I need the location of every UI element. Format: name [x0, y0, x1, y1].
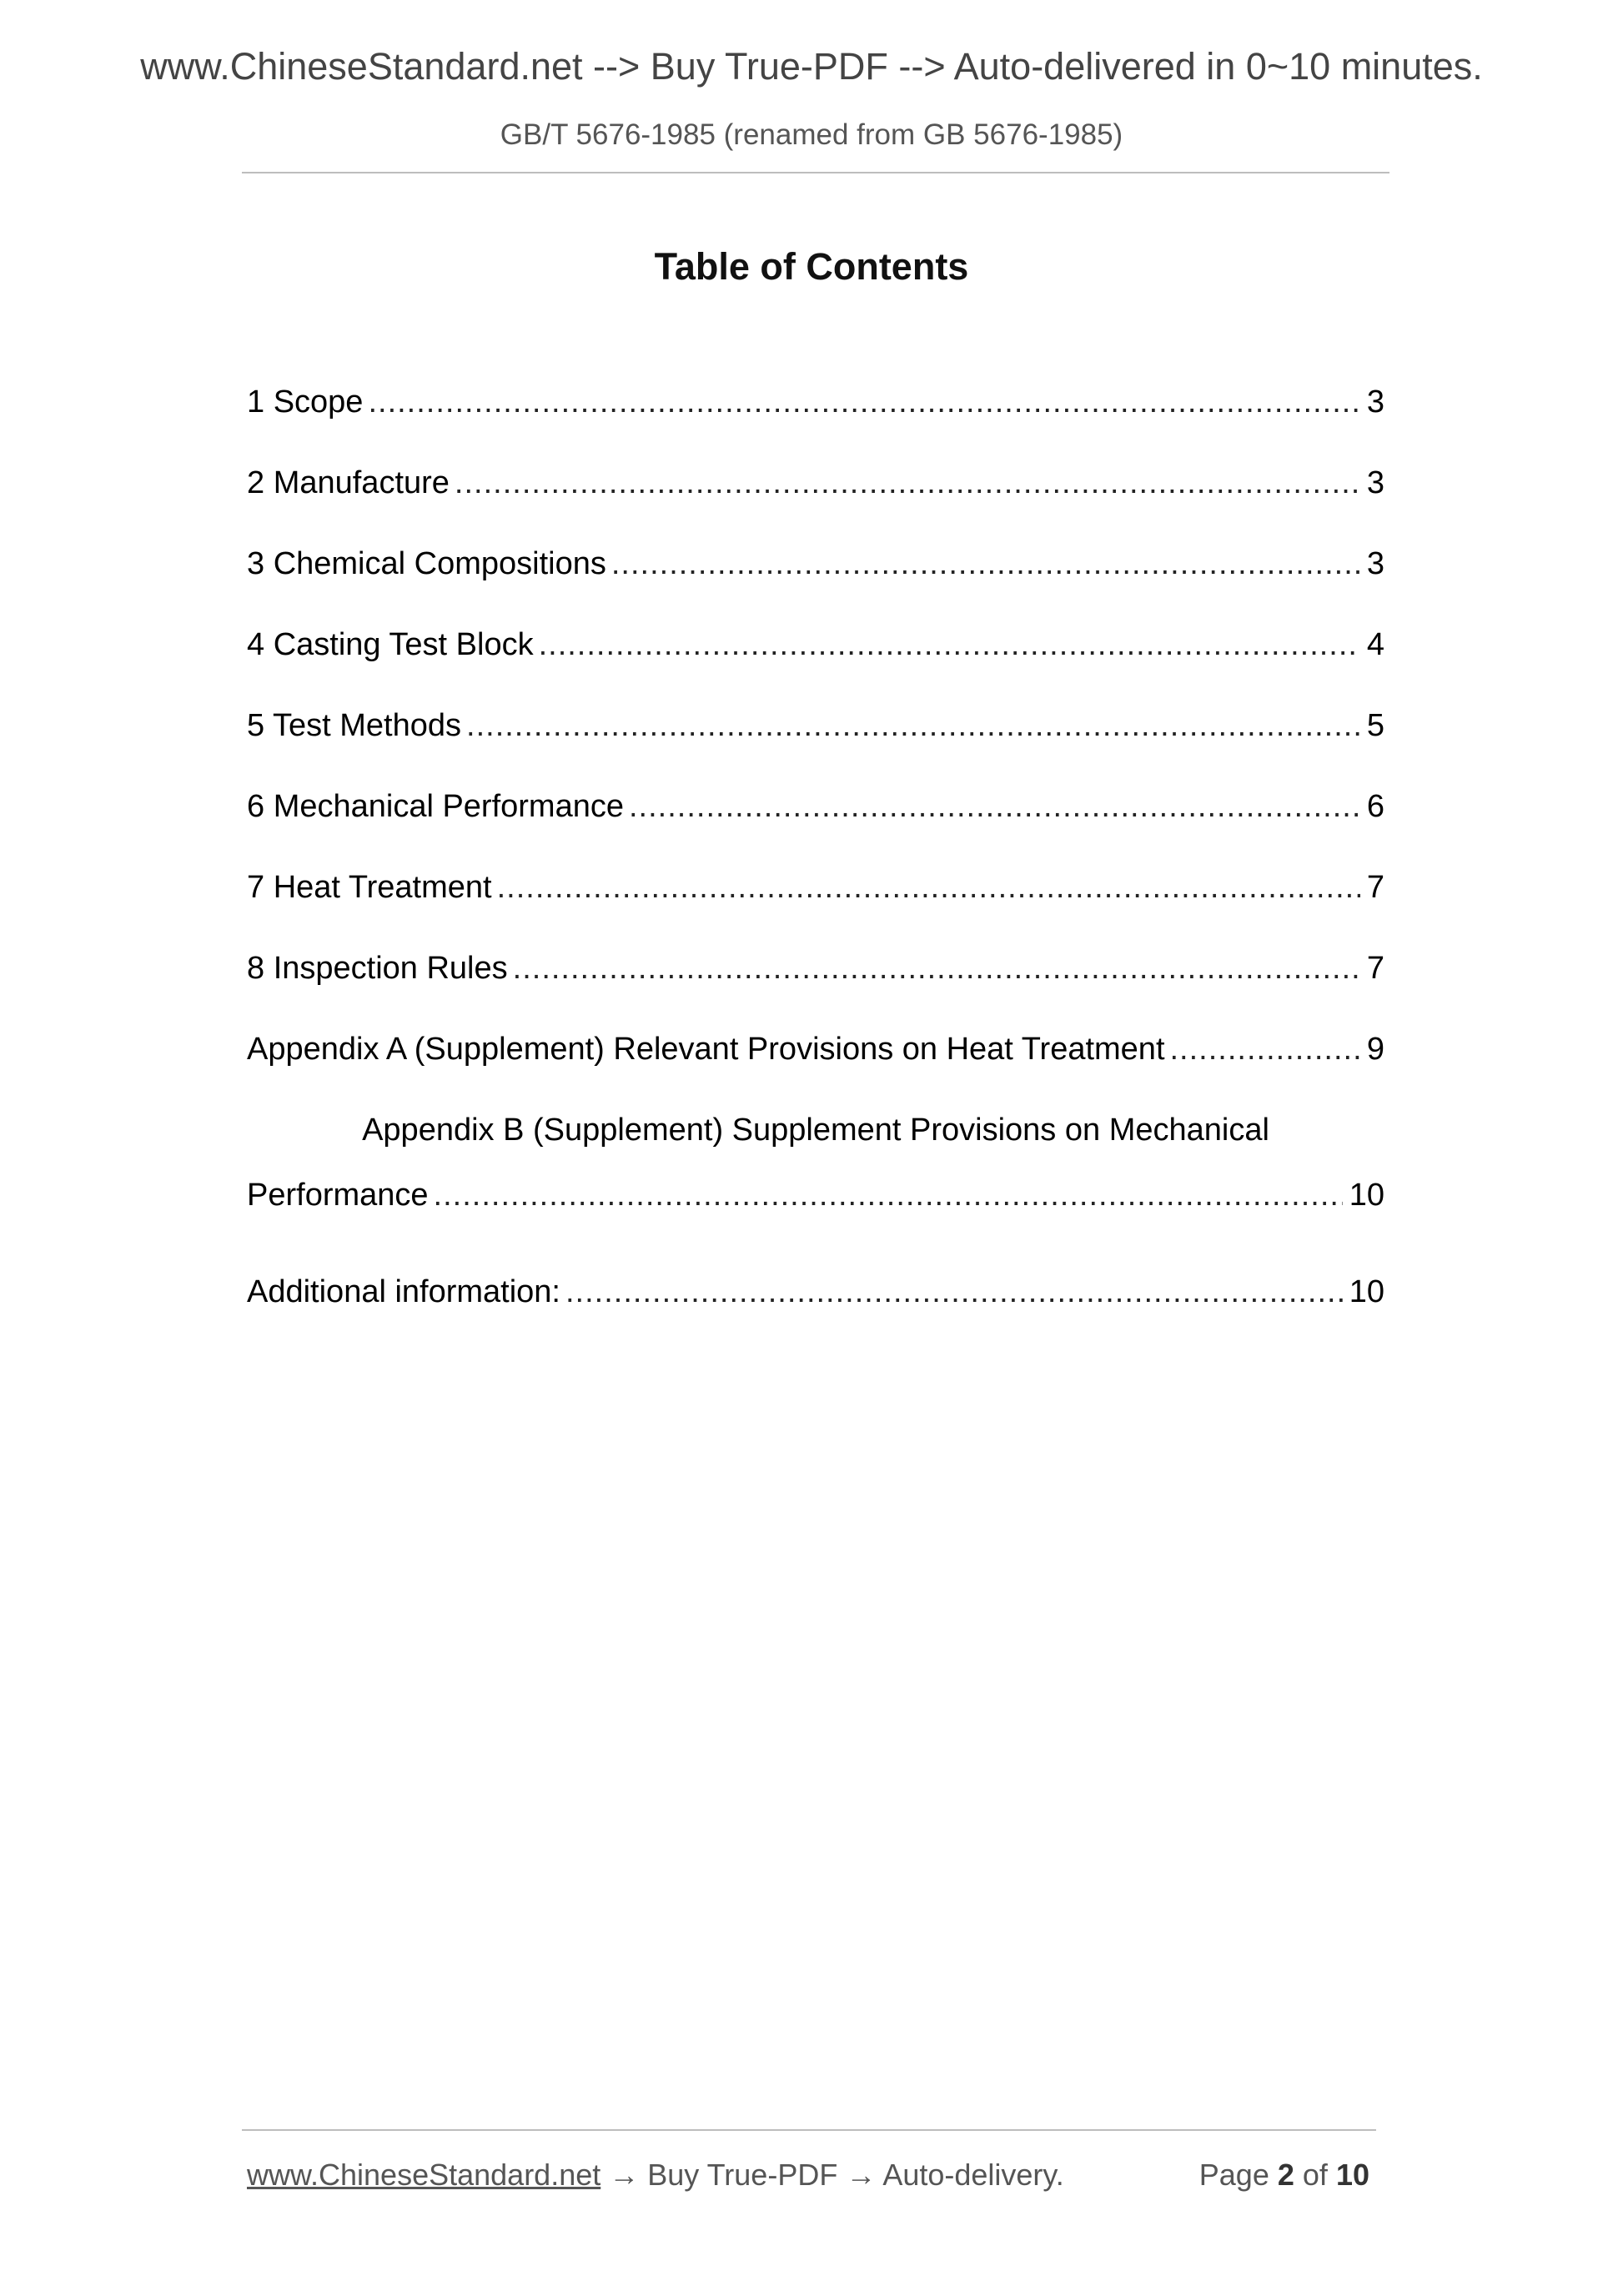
toc-entry-label: Additional information:: [247, 1274, 560, 1309]
toc-dot-leader: [611, 539, 1360, 589]
footer-site-link[interactable]: www.ChineseStandard.net: [247, 2158, 601, 2192]
toc-dot-leader: [434, 1170, 1343, 1220]
toc-entry-page: 3: [1366, 384, 1384, 420]
table-of-contents: [247, 377, 1384, 1348]
page-word: Page: [1198, 2158, 1269, 2192]
toc-entry-label: 1 Scope: [247, 384, 364, 420]
toc-dot-leader: [455, 458, 1360, 508]
toc-dot-leader: [629, 781, 1360, 831]
footer-divider: [242, 2129, 1376, 2131]
footer-left: [247, 2152, 1064, 2198]
standard-id: GB/T 5676-1985 (renamed from GB 5676-1985): [500, 118, 1123, 151]
toc-entry-page: 7: [1366, 951, 1384, 986]
site-banner: www.ChineseStandard.net --> Buy True-PDF --> Auto-delivered in 0~10 minutes.: [140, 45, 1483, 88]
toc-entry-test-methods[interactable]: [247, 701, 1384, 781]
toc-entry-page: 3: [1366, 465, 1384, 500]
toc-entry-page: 4: [1366, 627, 1384, 662]
toc-entry-label: 6 Mechanical Performance: [247, 789, 624, 824]
toc-dot-leader: [539, 620, 1360, 670]
toc-entry-label-line1: Appendix B (Supplement) Supplement Provisions on Mechanical: [362, 1113, 1269, 1148]
page-footer: [247, 2152, 1378, 2198]
current-page-number: 2: [1277, 2158, 1294, 2192]
toc-dot-leader: [565, 1267, 1343, 1317]
toc-entry-label-line2: Performance: [247, 1178, 429, 1213]
toc-entry-heat-treatment[interactable]: [247, 862, 1384, 943]
toc-entry-label: 3 Chemical Compositions: [247, 546, 606, 581]
toc-entry-inspection-rules[interactable]: [247, 943, 1384, 1024]
toc-entry-page: 10: [1349, 1274, 1384, 1309]
of-word: of: [1302, 2158, 1328, 2192]
toc-entry-casting-test-block[interactable]: [247, 620, 1384, 701]
toc-entry-label: 8 Inspection Rules: [247, 951, 508, 986]
toc-entry-page: 3: [1366, 546, 1384, 581]
toc-entry-line2: [247, 1170, 1384, 1220]
toc-entry-appendix-b[interactable]: [247, 1105, 1384, 1267]
toc-dot-leader: [1170, 1024, 1360, 1074]
toc-entry-label: 2 Manufacture: [247, 465, 450, 500]
toc-dot-leader: [368, 377, 1359, 427]
total-pages-number: 10: [1335, 2158, 1369, 2192]
toc-dot-leader: [497, 862, 1360, 912]
toc-entry-page: 9: [1366, 1032, 1384, 1067]
toc-entry-appendix-a[interactable]: [247, 1024, 1384, 1105]
toc-entry-page: 7: [1366, 870, 1384, 905]
toc-entry-label: 5 Test Methods: [247, 708, 462, 743]
toc-entry-page: 5: [1366, 708, 1384, 743]
toc-entry-chemical-compositions[interactable]: [247, 539, 1384, 620]
toc-dot-leader: [466, 701, 1360, 751]
toc-entry-page: 10: [1349, 1178, 1384, 1213]
toc-entry-additional-information[interactable]: [247, 1267, 1384, 1348]
toc-entry-page: 6: [1366, 789, 1384, 824]
toc-title: Table of Contents: [654, 245, 969, 288]
toc-entry-scope[interactable]: [247, 377, 1384, 458]
page-indicator: [1199, 2152, 1369, 2198]
toc-entry-label: Appendix A (Supplement) Relevant Provisions on Heat Treatment: [247, 1032, 1165, 1067]
toc-entry-label: 7 Heat Treatment: [247, 870, 492, 905]
header-divider: [242, 172, 1389, 173]
footer-tagline: → Buy True-PDF → Auto-delivery.: [600, 2158, 1064, 2192]
toc-entry-mechanical-performance[interactable]: [247, 781, 1384, 862]
toc-dot-leader: [513, 943, 1360, 993]
toc-entry-label: 4 Casting Test Block: [247, 627, 534, 662]
toc-entry-manufacture[interactable]: [247, 458, 1384, 539]
